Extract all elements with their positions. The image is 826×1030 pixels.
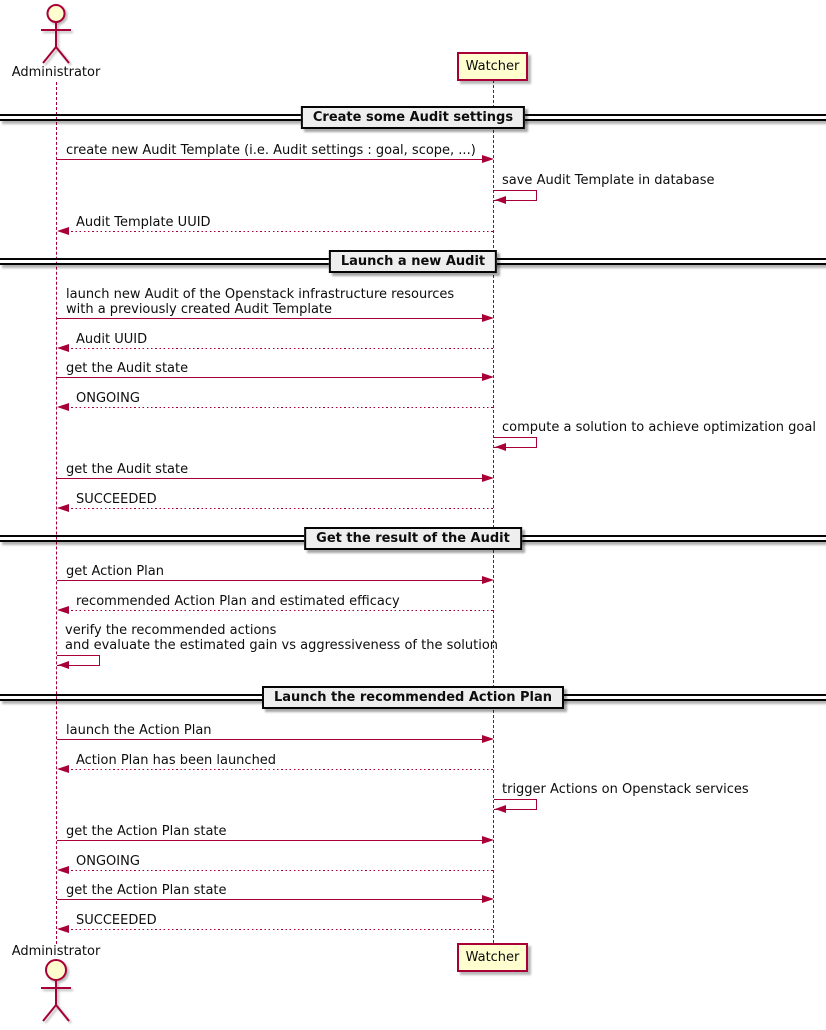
message-line	[57, 840, 484, 841]
arrow-head-icon	[482, 895, 494, 903]
actor-label-administrator-top: Administrator	[11, 65, 101, 80]
message-label: launch the Action Plan	[66, 723, 212, 738]
message-line	[57, 318, 484, 319]
message-label: Audit Template UUID	[76, 214, 211, 230]
message-label: get the Action Plan state	[66, 824, 227, 839]
actor-label-administrator-bottom: Administrator	[11, 944, 101, 959]
message-label: get the Audit state	[66, 462, 189, 477]
message-line	[57, 739, 484, 740]
message-label: launch new Audit of the Openstack infrastructure resources	[66, 287, 455, 302]
message-label: get Action Plan	[66, 564, 164, 579]
arrow-head-icon	[495, 805, 506, 813]
arrow-head-icon	[57, 866, 69, 874]
message-label: ONGOING	[76, 390, 140, 406]
lifeline-administrator	[56, 82, 57, 944]
arrow-head-icon	[482, 314, 494, 322]
message-label: Action Plan has been launched	[76, 752, 277, 768]
message-label: with a previously created Audit Template	[66, 302, 333, 317]
message-label: get the Audit state	[66, 361, 189, 376]
arrow-head-icon	[57, 227, 69, 235]
arrow-head-icon	[495, 196, 506, 204]
section-divider-label: Create some Audit settings	[301, 106, 525, 129]
arrow-head-icon	[57, 765, 69, 773]
message-line	[57, 899, 484, 900]
message-line	[67, 610, 494, 611]
message-line	[67, 407, 494, 408]
arrow-head-icon	[482, 373, 494, 381]
section-divider-label: Get the result of the Audit	[304, 527, 522, 550]
self-message-label: and evaluate the estimated gain vs aggressiveness of the solution	[65, 638, 499, 653]
arrow-head-icon	[57, 504, 69, 512]
message-label: create new Audit Template (i.e. Audit settings : goal, scope, ...)	[66, 143, 476, 158]
arrow-head-icon	[57, 403, 69, 411]
arrow-head-icon	[495, 443, 506, 451]
self-message-label: save Audit Template in database	[502, 172, 715, 188]
message-label: Audit UUID	[76, 331, 148, 347]
arrow-head-icon	[482, 576, 494, 584]
message-label: SUCCEEDED	[76, 491, 157, 507]
message-label: get the Action Plan state	[66, 883, 227, 898]
participant-box-watcher-bottom: Watcher	[457, 943, 528, 972]
section-divider-label: Launch a new Audit	[329, 250, 497, 273]
message-line	[57, 159, 484, 160]
participant-box-watcher-top: Watcher	[457, 52, 528, 81]
message-label: SUCCEEDED	[76, 912, 157, 928]
self-message-label: compute a solution to achieve optimization goal	[502, 420, 816, 435]
message-label: recommended Action Plan and estimated efficacy	[76, 593, 400, 609]
message-label: ONGOING	[76, 853, 140, 869]
arrow-head-icon	[57, 606, 69, 614]
message-line	[57, 580, 484, 581]
actor-icon	[33, 3, 79, 65]
message-line	[67, 231, 494, 232]
message-line	[67, 508, 494, 509]
arrow-head-icon	[482, 155, 494, 163]
lifeline-watcher	[493, 80, 494, 943]
section-divider-label: Launch the recommended Action Plan	[262, 686, 564, 709]
message-line	[57, 377, 484, 378]
arrow-head-icon	[57, 925, 69, 933]
message-line	[57, 478, 484, 479]
arrow-head-icon	[57, 344, 69, 352]
message-line	[67, 929, 494, 930]
arrow-head-icon	[482, 474, 494, 482]
arrow-head-icon	[482, 836, 494, 844]
self-message-label: trigger Actions on Openstack services	[502, 782, 749, 797]
actor-icon	[33, 958, 79, 1024]
self-message-label: verify the recommended actions	[65, 623, 277, 638]
message-line	[67, 348, 494, 349]
arrow-head-icon	[58, 661, 69, 669]
arrow-head-icon	[482, 735, 494, 743]
message-line	[67, 870, 494, 871]
message-line	[67, 769, 494, 770]
